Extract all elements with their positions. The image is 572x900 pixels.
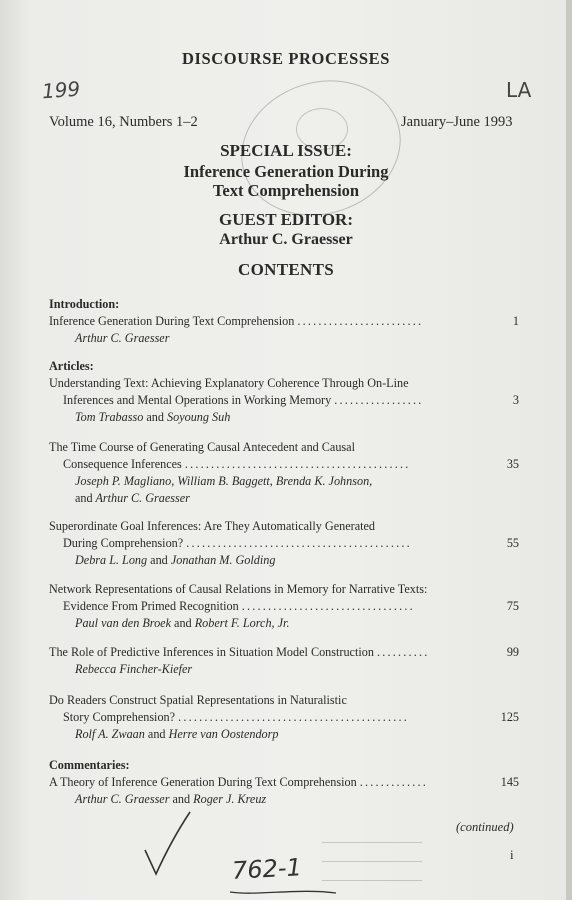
leader-dots: ............................................ [178, 710, 409, 724]
toc-entry-title-cont [49, 535, 519, 552]
handwritten-checkmark [140, 808, 200, 878]
entry-page-number: 35 [506, 457, 519, 471]
entry-page-number: 125 [500, 710, 519, 724]
toc-entry [49, 439, 519, 507]
author-conjunction: and [75, 491, 93, 505]
toc-entry-title: Superordinate Goal Inferences: Are They Automatically Generated [49, 519, 376, 533]
author-name: Arthur C. Graesser [75, 792, 170, 806]
page-edge [566, 0, 572, 900]
entry-title-text: Consequence Inferences [63, 457, 182, 471]
toc-entry-title-cont [49, 709, 519, 726]
toc-entry-title-cont [49, 456, 519, 473]
handwritten-number: 199 [41, 76, 81, 104]
section-heading: Introduction: [49, 297, 120, 311]
guest-editor-name: Arthur C. Graesser [219, 231, 353, 248]
entry-author: Rebecca Fincher-Kiefer [75, 662, 193, 676]
leader-dots: ........................ [297, 314, 424, 328]
toc-entry [49, 518, 519, 569]
toc-entry-title-cont [49, 392, 519, 409]
entry-page-number: 75 [506, 599, 519, 613]
toc-entry-title-cont [49, 598, 519, 615]
checkmark-stroke [145, 812, 190, 874]
entry-title-text: Inferences and Mental Operations in Working Memory [63, 393, 332, 407]
entry-page-number: 55 [506, 536, 519, 550]
guest-editor-label: GUEST EDITOR: [219, 210, 353, 229]
author-name: Debra L. Long [75, 553, 148, 567]
entry-page-number: 99 [506, 645, 519, 659]
entry-title-text: A Theory of Inference Generation During Text Comprehension [49, 775, 357, 789]
entry-author [49, 552, 519, 569]
entry-author: Arthur C. Graesser [75, 331, 170, 345]
author-name: Soyoung Suh [167, 410, 231, 424]
leader-dots: ................. [334, 393, 424, 407]
library-stamp-faint [322, 830, 422, 881]
toc-entry-title [49, 644, 519, 661]
volume-info: Volume 16, Numbers 1–2 [49, 114, 198, 130]
toc-entry-title: Network Representations of Causal Relations in Memory for Narrative Texts: [49, 582, 428, 596]
toc-entry-title [49, 774, 519, 791]
toc-entry-title: The Time Course of Generating Causal Antecedent and Causal [49, 440, 355, 454]
author-name: Robert F. Lorch, Jr. [194, 616, 290, 630]
handwritten-call-number: 762-1 [231, 853, 303, 885]
leader-dots: ................................. [241, 599, 415, 613]
toc-introduction [49, 296, 519, 347]
author-name: Herre van Oostendorp [168, 727, 279, 741]
special-issue-label: SPECIAL ISSUE: [220, 141, 352, 160]
entry-title-text: Inference Generation During Text Comprehension [49, 314, 295, 328]
author-conjunction: and [174, 616, 192, 630]
entry-title-text: During Comprehension? [63, 536, 184, 550]
leader-dots: ........................................... [184, 457, 411, 471]
author-conjunction: and [150, 553, 168, 567]
toc-entry [49, 581, 519, 632]
author-name: Rolf A. Zwaan [75, 727, 145, 741]
toc-entry-title [49, 313, 519, 330]
contents-heading: CONTENTS [238, 260, 334, 279]
entry-author [49, 791, 519, 808]
journal-title: DISCOURSE PROCESSES [181, 49, 391, 68]
toc-entry-title: Understanding Text: Achieving Explanatory Coherence Through On-Line [49, 376, 409, 390]
page-number: i [510, 847, 514, 862]
author-name: Tom Trabasso [75, 410, 144, 424]
author-name: Jonathan M. Golding [170, 553, 276, 567]
author-conjunction: and [147, 727, 166, 741]
entry-author: Joseph P. Magliano, William B. Baggett, Brenda K. Johnson, [75, 474, 373, 488]
issue-title-line-1: Inference Generation During [183, 162, 389, 181]
author-name: Paul van den Broek [75, 616, 171, 630]
handwritten-underline [228, 886, 338, 898]
leader-dots: ........................................... [186, 536, 412, 550]
entry-page-number: 145 [500, 775, 519, 789]
toc-articles [49, 358, 519, 426]
entry-author [49, 615, 519, 632]
entry-title-text: Story Comprehension? [63, 710, 176, 724]
entry-author [49, 490, 519, 507]
author-conjunction: and [146, 410, 164, 424]
author-name: Arthur C. Graesser [95, 491, 190, 505]
entry-author [49, 726, 519, 743]
toc-entry [49, 692, 519, 743]
handwritten-initials: LA [506, 78, 532, 102]
issue-title-line-2: Text Comprehension [212, 181, 360, 200]
toc-entry [49, 644, 519, 678]
continued-note: (continued) [456, 820, 514, 834]
entry-page-number: 1 [512, 314, 519, 328]
entry-title-text: Evidence From Primed Recognition [63, 599, 239, 613]
author-conjunction: and [172, 792, 191, 806]
entry-author [49, 409, 519, 426]
leader-dots: ............. [359, 775, 428, 789]
toc-commentaries [49, 757, 519, 808]
entry-page-number: 3 [512, 393, 519, 407]
section-heading: Commentaries: [49, 758, 130, 772]
leader-dots: .......... [376, 645, 430, 659]
section-heading: Articles: [49, 359, 94, 373]
author-name: Roger J. Kreuz [193, 792, 267, 806]
entry-title-text: The Role of Predictive Inferences in Situation Model Construction [49, 645, 374, 659]
issue-date: January–June 1993 [401, 114, 513, 130]
toc-entry-title: Do Readers Construct Spatial Representations in Naturalistic [49, 693, 347, 707]
